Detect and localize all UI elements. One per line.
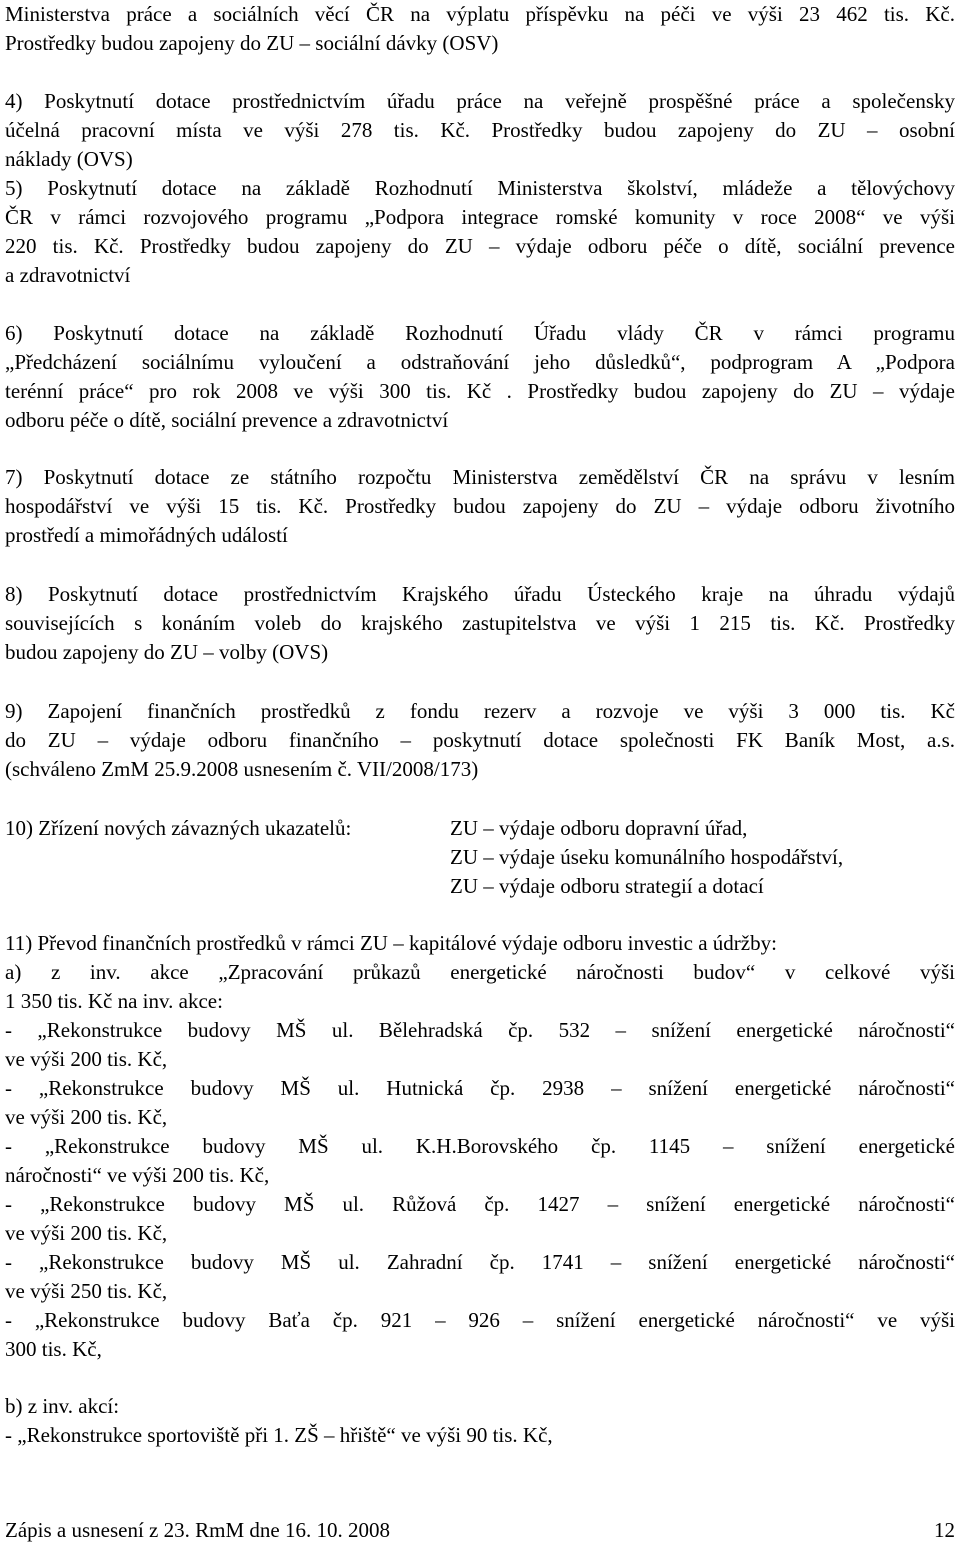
text-line: 9) Zapojení finančních prostředků z fondu rezerv a rozvoje ve výši 3 000 tis. Kč [5, 699, 955, 723]
text-line: 300 tis. Kč, [5, 1337, 102, 1361]
text-line: - „Rekonstrukce budovy Baťa čp. 921 – 926 – snížení energetické náročnosti“ ve výši [5, 1308, 955, 1332]
text-line: ve výši 200 tis. Kč, [5, 1047, 168, 1071]
text-line: ve výši 250 tis. Kč, [5, 1279, 168, 1303]
text-line: 7) Poskytnutí dotace ze státního rozpočtu Ministerstva zemědělství ČR na správu v lesním [5, 465, 955, 489]
page-footer [5, 1516, 955, 1545]
text-line: 4) Poskytnutí dotace prostřednictvím úřadu práce na veřejně prospěšné práce a společensky [5, 89, 955, 113]
text-line: odboru péče o dítě, sociální prevence a zdravotnictví [5, 408, 449, 432]
text-line: ČR v rámci rozvojového programu „Podpora integrace romské komunity v roce 2008“ ve výši [5, 205, 955, 229]
text-line: prostředí a mimořádných událostí [5, 523, 288, 547]
text-line: - „Rekonstrukce budovy MŠ ul. Zahradní čp. 1741 – snížení energetické náročnosti“ [5, 1250, 955, 1274]
text-line: účelná pracovní místa ve výši 278 tis. Kč. Prostředky budou zapojeny do ZU – osobní [5, 118, 955, 142]
text-line: 220 tis. Kč. Prostředky budou zapojeny do ZU – výdaje odboru péče o dítě, sociální prevence [5, 234, 955, 258]
text-line: „Předcházení sociálnímu vyloučení a odstraňování jeho důsledků“, podprogram A „Podpora [5, 350, 955, 374]
text-line: do ZU – výdaje odboru finančního – poskytnutí dotace společnosti FK Baník Most, a.s. [5, 728, 955, 752]
item-8-paragraph [5, 580, 955, 667]
text-line: - „Rekonstrukce budovy MŠ ul. K.H.Borovského čp. 1145 – snížení energetické [5, 1134, 955, 1158]
text-line: náklady (OVS) [5, 147, 133, 171]
item-10-value: ZU – výdaje odboru strategií a dotací [450, 874, 764, 898]
text-line: (schváleno ZmM 25.9.2008 usnesením č. VII/2008/173) [5, 757, 479, 781]
text-line: - „Rekonstrukce sportoviště při 1. ZŠ – hřiště“ ve výši 90 tis. Kč, [5, 1423, 553, 1447]
item-11b-paragraph [5, 1392, 955, 1450]
text-line: a) z inv. akce „Zpracování průkazů energetické náročnosti budov“ v celkové výši [5, 960, 955, 984]
text-line: náročnosti“ ve výši 200 tis. Kč, [5, 1163, 270, 1187]
item-10-row [5, 814, 955, 843]
text-line: ve výši 200 tis. Kč, [5, 1221, 168, 1245]
text-line: budou zapojeny do ZU – volby (OVS) [5, 640, 329, 664]
text-line: hospodářství ve výši 15 tis. Kč. Prostředky budou zapojeny do ZU – výdaje odboru životního [5, 494, 955, 518]
item-10-value: ZU – výdaje odboru dopravní úřad, [450, 816, 748, 840]
text-line: Ministerstva práce a sociálních věcí ČR na výplatu příspěvku na péči ve výši 23 462 tis. Kč. [5, 2, 955, 26]
text-line: souvisejících s konáním voleb do krajského zastupitelstva ve výši 1 215 tis. Kč. Prostředky [5, 611, 955, 635]
text-line: ve výši 200 tis. Kč, [5, 1105, 168, 1129]
text-line: 8) Poskytnutí dotace prostřednictvím Krajského úřadu Ústeckého kraje na úhradu výdajů [5, 582, 955, 606]
text-line: - „Rekonstrukce budovy MŠ ul. Hutnická čp. 2938 – snížení energetické náročnosti“ [5, 1076, 955, 1100]
page-number: 12 [934, 1518, 955, 1542]
text-line: a zdravotnictví [5, 263, 131, 287]
text-line: 11) Převod finančních prostředků v rámci ZU – kapitálové výdaje odboru investic a údržby: [5, 931, 777, 955]
text-line: 5) Poskytnutí dotace na základě Rozhodnutí Ministerstva školství, mládeže a tělovýchovy [5, 176, 955, 200]
item-10-value: ZU – výdaje úseku komunálního hospodářství, [450, 845, 844, 869]
text-line: 6) Poskytnutí dotace na základě Rozhodnutí Úřadu vlády ČR v rámci programu [5, 321, 955, 345]
item-6-paragraph [5, 319, 955, 435]
text-line: Prostředky budou zapojeny do ZU – sociální dávky (OSV) [5, 31, 499, 55]
text-line: 1 350 tis. Kč na inv. akce: [5, 989, 223, 1013]
item-4-paragraph [5, 87, 955, 174]
text-line: terénní práce“ pro rok 2008 ve výši 300 tis. Kč . Prostředky budou zapojeny do ZU – výdaje [5, 379, 955, 403]
item-11-paragraph [5, 929, 955, 1364]
text-line: - „Rekonstrukce budovy MŠ ul. Bělehradská čp. 532 – snížení energetické náročnosti“ [5, 1018, 955, 1042]
item-10-row [5, 872, 955, 901]
footer-text: Zápis a usnesení z 23. RmM dne 16. 10. 2008 [5, 1518, 390, 1542]
item-5-paragraph [5, 174, 955, 290]
text-line: - „Rekonstrukce budovy MŠ ul. Růžová čp. 1427 – snížení energetické náročnosti“ [5, 1192, 955, 1216]
intro-paragraph [5, 0, 955, 58]
item-10-row [5, 843, 955, 872]
item-10-label: 10) Zřízení nových závazných ukazatelů: [5, 816, 352, 840]
item-9-paragraph [5, 697, 955, 784]
text-line: b) z inv. akcí: [5, 1394, 120, 1418]
item-7-paragraph [5, 463, 955, 550]
